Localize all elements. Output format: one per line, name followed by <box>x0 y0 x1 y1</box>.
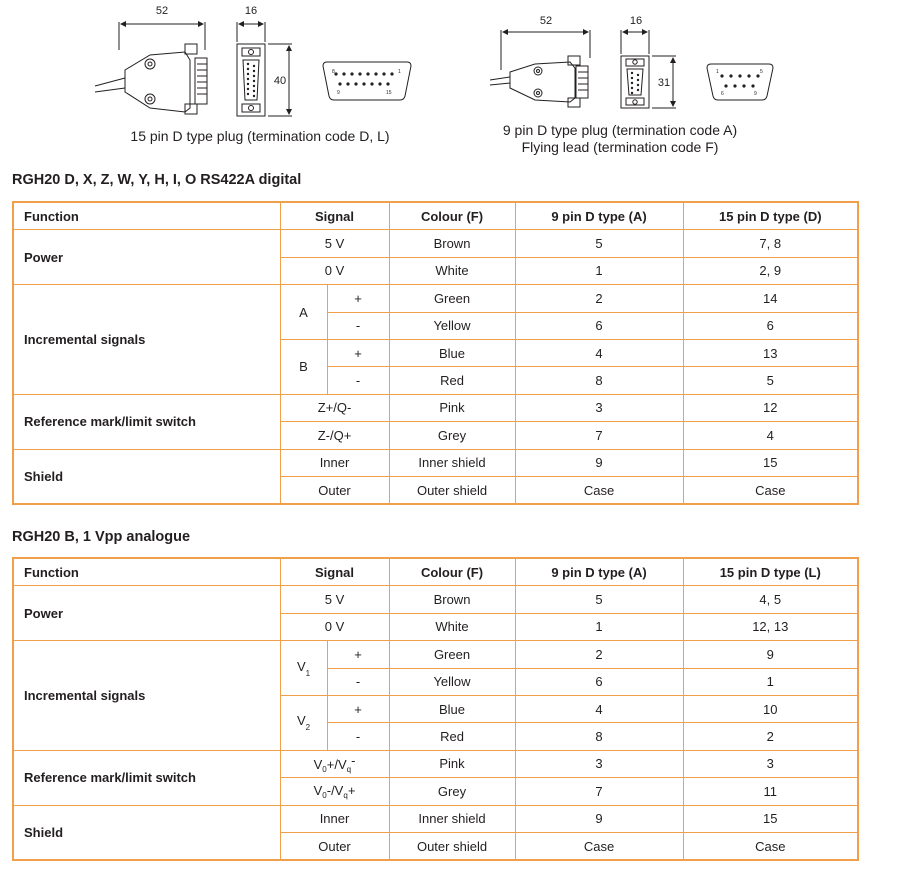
pin15-cell: 2, 9 <box>683 257 858 284</box>
left-dim-length: 52 <box>155 5 169 17</box>
sig-sub0: 0 <box>322 790 327 800</box>
header-15pin: 15 pin D type (L) <box>683 558 858 586</box>
header-signal: Signal <box>280 202 389 230</box>
plug-15pin-side-view <box>95 22 207 114</box>
polarity-cell: - <box>327 723 389 750</box>
pin15-cell: 15 <box>683 805 858 832</box>
pin9-cell: 4 <box>515 695 683 722</box>
table-row <box>13 805 858 832</box>
function-shield: Shield <box>13 449 280 504</box>
colour-cell: Inner shield <box>389 449 515 476</box>
polarity-cell: - <box>327 668 389 695</box>
table-header-row <box>13 558 858 586</box>
right-dim-length: 52 <box>539 15 553 27</box>
pin15-cell: 4 <box>683 422 858 449</box>
pin9-cell: 8 <box>515 723 683 750</box>
pin9-cell: 6 <box>515 668 683 695</box>
pin15-cell: 6 <box>683 312 858 339</box>
header-function: Function <box>13 558 280 586</box>
sig-end: - <box>351 753 356 769</box>
header-9pin: 9 pin D type (A) <box>515 558 683 586</box>
pin9-cell: 2 <box>515 641 683 668</box>
polarity-cell: + <box>327 285 389 312</box>
signal-cell: Inner <box>280 449 389 476</box>
colour-cell: Blue <box>389 695 515 722</box>
table-row <box>13 750 858 777</box>
function-reference: Reference mark/limit switch <box>13 750 280 805</box>
pin15-cell: 4, 5 <box>683 586 858 613</box>
header-15pin: 15 pin D type (D) <box>683 202 858 230</box>
right-caption <box>470 122 770 156</box>
signal-cell: Outer <box>280 832 389 860</box>
pin15-cell: 11 <box>683 778 858 805</box>
colour-cell: Inner shield <box>389 805 515 832</box>
colour-cell: Outer shield <box>389 476 515 504</box>
signal-cell: Outer <box>280 476 389 504</box>
pin9-cell: 5 <box>515 586 683 613</box>
pin15-cell: 14 <box>683 285 858 312</box>
right-pin-5: 5 <box>760 69 763 75</box>
signal-group-b: B <box>280 339 327 394</box>
left-caption-text: 15 pin D type plug (termination code D, L) <box>130 128 390 144</box>
polarity-cell: - <box>327 312 389 339</box>
pin9-cell: 8 <box>515 367 683 394</box>
table1-title: RGH20 D, X, Z, W, Y, H, I, O RS422A digital <box>12 172 302 188</box>
function-reference: Reference mark/limit switch <box>13 394 280 449</box>
pin15-cell: Case <box>683 476 858 504</box>
sig-subq: q <box>343 790 348 800</box>
pin9-cell: Case <box>515 476 683 504</box>
pin15-cell: 1 <box>683 668 858 695</box>
header-colour: Colour (F) <box>389 202 515 230</box>
pin9-cell: 7 <box>515 778 683 805</box>
rs422-pinout-table <box>12 201 859 505</box>
signal-cell: 5 V <box>280 586 389 613</box>
right-caption-line2: Flying lead (termination code F) <box>521 139 719 155</box>
pin15-cell: 3 <box>683 750 858 777</box>
signal-group-v1 <box>280 641 327 696</box>
colour-cell: Pink <box>389 750 515 777</box>
right-dim-height: 31 <box>657 77 671 89</box>
pin15-cell: 12, 13 <box>683 613 858 640</box>
pin9-cell: 5 <box>515 230 683 257</box>
pin9-cell: 6 <box>515 312 683 339</box>
function-incremental: Incremental signals <box>13 285 280 395</box>
pin15-cell: 7, 8 <box>683 230 858 257</box>
pin9-cell: 9 <box>515 805 683 832</box>
signal-cell: 0 V <box>280 613 389 640</box>
sig-mid: -/V <box>326 782 344 798</box>
pin9-cell: Case <box>515 832 683 860</box>
colour-cell: Blue <box>389 339 515 366</box>
pin9-cell: 4 <box>515 339 683 366</box>
pin9-cell: 3 <box>515 750 683 777</box>
sig-sub0: 0 <box>322 765 327 775</box>
right-caption-line1: 9 pin D type plug (termination code A) <box>502 122 738 138</box>
signal-group-v2 <box>280 695 327 750</box>
sig-v: V <box>313 757 323 773</box>
signal-v-base: V <box>296 658 306 674</box>
pin9-cell: 3 <box>515 394 683 421</box>
signal-v-base: V <box>296 713 306 729</box>
plug-15pin-front-view <box>237 22 292 116</box>
signal-group-a: A <box>280 285 327 340</box>
left-pin-15: 15 <box>386 90 392 96</box>
header-function: Function <box>13 202 280 230</box>
colour-cell: White <box>389 257 515 284</box>
table-row <box>13 230 858 257</box>
signal-cell: 5 V <box>280 230 389 257</box>
colour-cell: Grey <box>389 778 515 805</box>
pin9-cell: 9 <box>515 449 683 476</box>
left-pin-8: 8 <box>332 69 335 75</box>
left-dim-height: 40 <box>273 75 287 87</box>
table-row <box>13 641 858 668</box>
colour-cell: Pink <box>389 394 515 421</box>
plug-9pin-side-view <box>490 30 590 107</box>
sig-subq: q <box>346 765 352 775</box>
pin15-cell: 15 <box>683 449 858 476</box>
right-dim-width: 16 <box>629 15 643 27</box>
pin15-cell: 12 <box>683 394 858 421</box>
plug-9pin-front-view <box>621 30 676 108</box>
table-header-row <box>13 202 858 230</box>
analogue-pinout-table <box>12 557 859 861</box>
left-pin-9: 9 <box>337 90 340 96</box>
pin9-cell: 1 <box>515 613 683 640</box>
colour-cell: White <box>389 613 515 640</box>
header-colour: Colour (F) <box>389 558 515 586</box>
function-shield: Shield <box>13 805 280 860</box>
colour-cell: Green <box>389 641 515 668</box>
table-row <box>13 394 858 421</box>
table-row <box>13 285 858 312</box>
polarity-cell: + <box>327 339 389 366</box>
pin15-cell: 10 <box>683 695 858 722</box>
polarity-cell: + <box>327 695 389 722</box>
sig-end: + <box>347 782 356 798</box>
table2-title: RGH20 B, 1 Vpp analogue <box>12 529 191 545</box>
pin9-cell: 1 <box>515 257 683 284</box>
connector-diagrams <box>0 0 900 165</box>
left-pin-1: 1 <box>398 69 401 75</box>
signal-cell: Z+/Q- <box>280 394 389 421</box>
sig-v: V <box>313 782 323 798</box>
sig-mid: +/V <box>326 757 347 773</box>
signal-cell: Z-/Q+ <box>280 422 389 449</box>
signal-cell: Inner <box>280 805 389 832</box>
right-pin-6: 6 <box>721 91 724 97</box>
left-caption <box>110 128 410 145</box>
function-power: Power <box>13 230 280 285</box>
pin15-cell: 9 <box>683 641 858 668</box>
pin15-cell: 5 <box>683 367 858 394</box>
pin9-cell: 2 <box>515 285 683 312</box>
signal-v-subscript: 2 <box>305 723 311 733</box>
signal-cell: 0 V <box>280 257 389 284</box>
signal-v-subscript: 1 <box>305 668 311 678</box>
colour-cell: Yellow <box>389 312 515 339</box>
colour-cell: Brown <box>389 586 515 613</box>
pin15-cell: 2 <box>683 723 858 750</box>
colour-cell: Red <box>389 367 515 394</box>
right-pin-9: 9 <box>754 91 757 97</box>
function-incremental: Incremental signals <box>13 641 280 751</box>
polarity-cell: - <box>327 367 389 394</box>
pin15-cell: Case <box>683 832 858 860</box>
function-power: Power <box>13 586 280 641</box>
pin15-cell: 13 <box>683 339 858 366</box>
right-pin-1: 1 <box>716 69 719 75</box>
colour-cell: Brown <box>389 230 515 257</box>
signal-cell <box>280 750 389 777</box>
colour-cell: Grey <box>389 422 515 449</box>
table-row <box>13 586 858 613</box>
colour-cell: Yellow <box>389 668 515 695</box>
signal-cell <box>280 778 389 805</box>
header-signal: Signal <box>280 558 389 586</box>
header-9pin: 9 pin D type (A) <box>515 202 683 230</box>
left-dim-width: 16 <box>244 5 258 17</box>
polarity-cell: + <box>327 641 389 668</box>
colour-cell: Green <box>389 285 515 312</box>
pin9-cell: 7 <box>515 422 683 449</box>
colour-cell: Red <box>389 723 515 750</box>
colour-cell: Outer shield <box>389 832 515 860</box>
table-row <box>13 449 858 476</box>
